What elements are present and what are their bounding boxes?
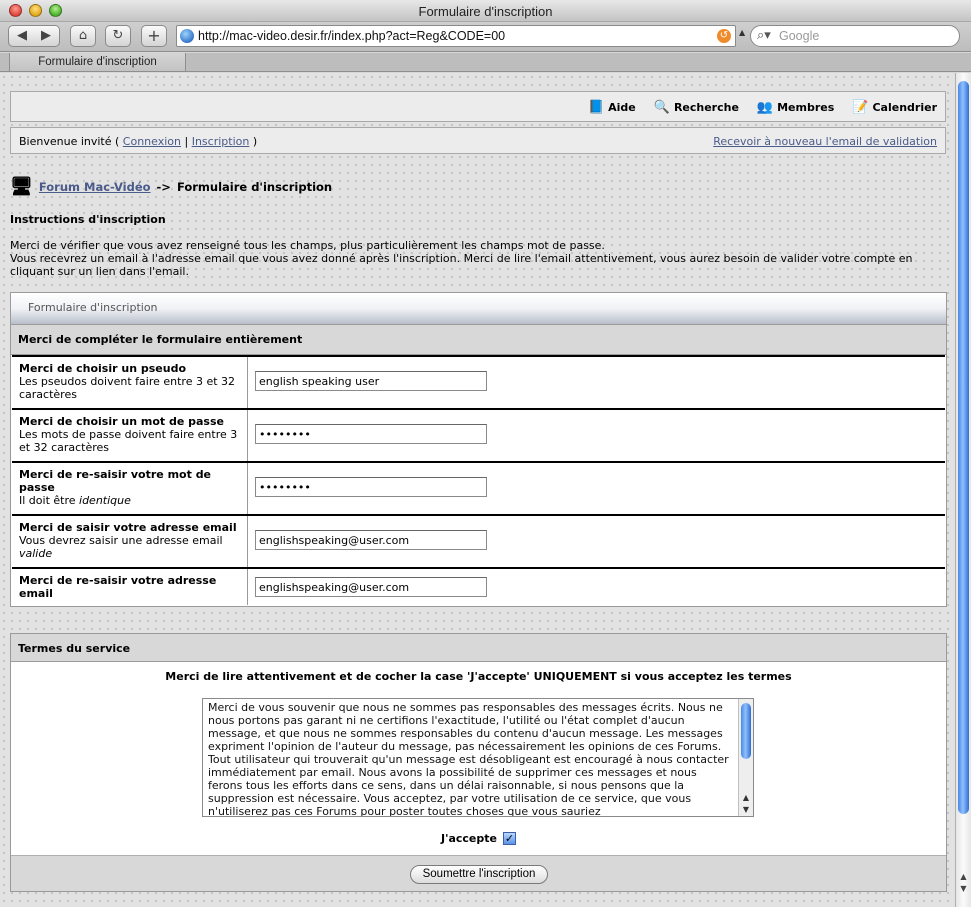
url-history-caret-icon[interactable]: ▲ xyxy=(739,28,746,37)
terms-instruction: Merci de lire attentivement et de cocher la case 'J'accepte' UNIQUEMENT si vous acceptez les termes xyxy=(165,670,792,683)
forum-nav-bar xyxy=(10,91,946,122)
pseudo-label xyxy=(12,357,248,408)
form-subheader: Merci de compléter le formulaire entièrement xyxy=(11,325,946,355)
pseudo-label-title: Merci de choisir un pseudo xyxy=(19,362,187,375)
password-input[interactable] xyxy=(255,424,487,444)
terms-text: Merci de vous souvenir que nous ne sommes pas responsables des messages écrits. Nous ne nous portons pas garant ni ne certifions l'exactitude, l'utilité ou l'état complet d'aucun message, et que nous ne sommes responsables du contenu d'aucun message. Les messages expriment l'opinion de l'auteur du message, pas nécessairement les opinions de ces Forums. Tout utilisateur qui trouverait qu'un message est désobligeant est encouragé à nous contacter immédiatement par email. Nous avons la possibilité de supprimer ces messages et nous ferons tous les efforts dans ce sens, dans un délai raisonnable, si nous pensons que la suppression est nécessaire. Vous acceptez, par votre utilisation de ce service, que vous n'utiliserez pas ces Forums pour poster toutes choses que vous sauriez xyxy=(208,701,729,817)
pseudo-hint: Les pseudos doivent faire entre 3 et 32 caractères xyxy=(19,375,236,401)
terms-header: Termes du service xyxy=(11,634,946,662)
submit-registration-button[interactable]: Soumettre l'inscription xyxy=(410,865,548,884)
breadcrumb-arrow: -> xyxy=(156,179,171,194)
welcome-bar xyxy=(10,127,946,154)
search-field[interactable] xyxy=(750,25,960,47)
email-confirm-label-title: Merci de re-saisir votre adresse email xyxy=(19,574,217,600)
email-label xyxy=(12,516,248,567)
register-link[interactable]: Inscription xyxy=(191,135,250,148)
globe-icon xyxy=(180,29,194,43)
welcome-prefix: Bienvenue invité ( xyxy=(19,135,123,148)
window-title: Formulaire d'inscription xyxy=(418,4,553,19)
breadcrumb-forum-link[interactable]: Forum Mac-Vidéo xyxy=(38,179,151,194)
email-hint-em: valide xyxy=(19,547,53,560)
accept-checkbox[interactable]: ✓ xyxy=(504,832,515,845)
email-label-title: Merci de saisir votre adresse email xyxy=(19,521,237,534)
page-scroll-down-icon[interactable]: ▼ xyxy=(960,884,967,893)
accept-terms xyxy=(441,832,516,845)
pseudo-input[interactable] xyxy=(255,371,487,391)
terms-scroll-thumb[interactable] xyxy=(741,703,751,759)
password-label xyxy=(12,410,248,461)
resend-validation-link[interactable]: Recevoir à nouveau l'email de validation xyxy=(713,135,937,148)
forum-home-icon: 🖥 xyxy=(10,176,33,197)
page-scroll-thumb[interactable] xyxy=(958,81,969,814)
nav-membres-label: Membres xyxy=(777,101,835,114)
password-confirm-hint-em: identique xyxy=(79,494,131,507)
nav-recherche-label: Recherche xyxy=(673,101,739,114)
add-bookmark-button[interactable] xyxy=(141,25,167,47)
home-button[interactable] xyxy=(70,25,96,47)
browser-toolbar xyxy=(0,22,971,52)
password-label-title: Merci de choisir un mot de passe xyxy=(19,415,224,428)
scroll-down-arrow-icon[interactable]: ▼ xyxy=(742,805,750,814)
calendar-icon: 📝 xyxy=(852,100,869,115)
form-row-email-confirm xyxy=(12,567,945,605)
nav-membres[interactable] xyxy=(757,100,834,115)
home-icon: ⌂ xyxy=(78,28,88,43)
form-row-pseudo xyxy=(12,355,945,408)
form-row-password-confirm xyxy=(12,461,945,514)
welcome-separator: | xyxy=(181,135,192,148)
magnifier-icon: 🔍 xyxy=(653,100,670,115)
login-link[interactable]: Connexion xyxy=(122,135,181,148)
plus-icon: + xyxy=(147,26,161,45)
password-confirm-label xyxy=(12,463,248,514)
members-icon: 👥 xyxy=(756,100,774,115)
form-row-password xyxy=(12,408,945,461)
terms-textarea[interactable] xyxy=(202,698,754,817)
url-text[interactable]: http://mac-video.desir.fr/index.php?act=Reg&CODE=00 xyxy=(198,29,506,43)
back-forward-control xyxy=(8,25,60,47)
form-footer xyxy=(11,855,946,891)
breadcrumb xyxy=(10,176,332,197)
email-confirm-label xyxy=(12,569,248,605)
instructions-line-1: Merci de vérifier que vous avez renseigné tous les champs, plus particulièrement les champs mot de passe. xyxy=(10,239,605,252)
email-input[interactable] xyxy=(255,530,487,550)
welcome-text xyxy=(19,135,257,148)
tab-formulaire[interactable]: Formulaire d'inscription xyxy=(9,53,186,72)
password-hint: Les mots de passe doivent faire entre 3 et 32 caractères xyxy=(19,428,238,454)
registration-form xyxy=(10,292,947,607)
page-content xyxy=(0,73,955,907)
password-confirm-input[interactable] xyxy=(255,477,487,497)
instructions-text xyxy=(10,239,945,278)
help-book-icon: 📘 xyxy=(587,100,605,115)
window-titlebar xyxy=(0,0,971,22)
nav-calendrier[interactable] xyxy=(852,100,937,115)
search-placeholder: Google xyxy=(779,29,820,43)
instructions-title: Instructions d'inscription xyxy=(10,213,166,226)
back-arrow-icon[interactable]: ◀ xyxy=(17,28,27,43)
form-header: Formulaire d'inscription xyxy=(11,293,946,325)
snapback-icon[interactable]: ↺ xyxy=(717,29,731,43)
password-confirm-hint: Il doit être xyxy=(19,494,80,507)
reload-button[interactable] xyxy=(105,25,131,47)
nav-recherche[interactable] xyxy=(654,100,739,115)
nav-aide-label: Aide xyxy=(608,101,636,114)
instructions-line-2: Vous recevrez un email à l'adresse email que vous avez donné après l'inscription. Merci de lire l'email attentivement, vous aurez besoin de valider votre compte en cliquant sur un lien dans l'email. xyxy=(10,252,913,278)
nav-calendrier-label: Calendrier xyxy=(872,101,937,114)
terms-scrollbar[interactable] xyxy=(738,699,753,816)
welcome-suffix: ) xyxy=(249,135,258,148)
password-confirm-label-title: Merci de re-saisir votre mot de passe xyxy=(19,468,212,494)
scroll-up-arrow-icon[interactable]: ▲ xyxy=(742,793,750,802)
tab-bar xyxy=(0,53,971,72)
address-bar[interactable] xyxy=(176,25,736,47)
page-scrollbar[interactable] xyxy=(955,73,971,907)
forward-arrow-icon[interactable]: ▶ xyxy=(41,28,51,43)
breadcrumb-current: Formulaire d'inscription xyxy=(176,179,333,194)
terms-of-service xyxy=(10,633,947,892)
email-confirm-input[interactable] xyxy=(255,577,487,597)
accept-label: J'accepte xyxy=(441,832,497,845)
reload-icon: ↻ xyxy=(112,28,124,43)
page-scroll-up-icon[interactable]: ▲ xyxy=(960,872,967,881)
email-hint: Vous devrez saisir une adresse email xyxy=(19,534,223,547)
search-icon[interactable]: ⌕▾ xyxy=(757,28,771,43)
nav-aide[interactable] xyxy=(588,100,636,115)
form-row-email xyxy=(12,514,945,567)
